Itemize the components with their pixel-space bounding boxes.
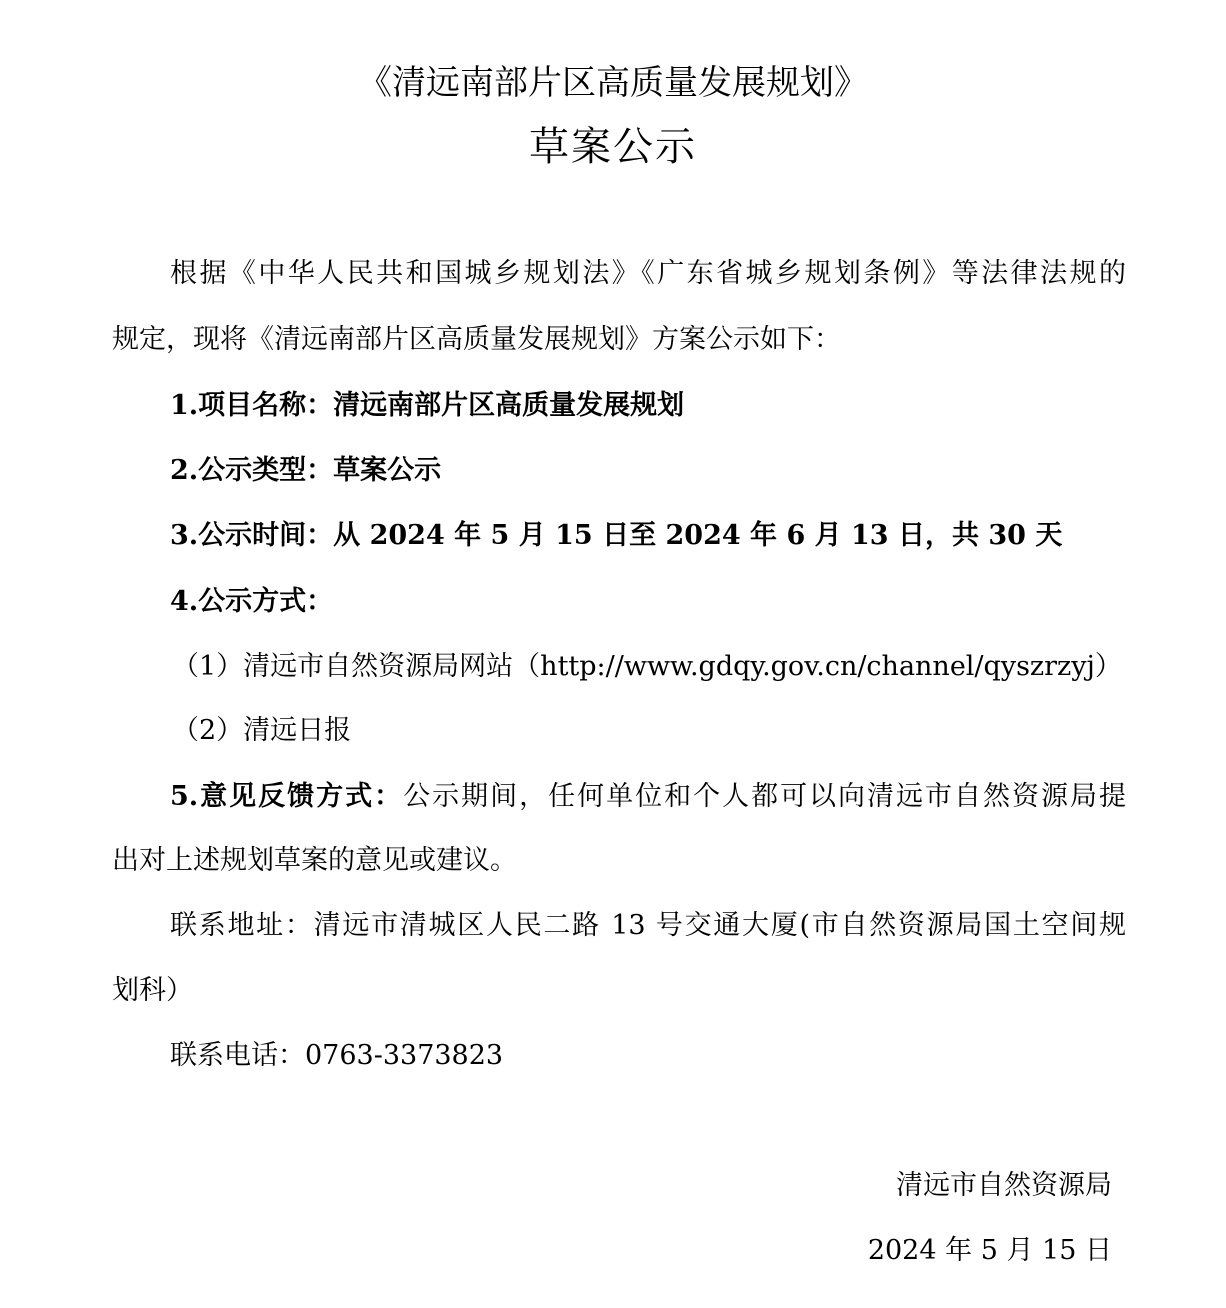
page-title: 《清远南部片区高质量发展规划》 xyxy=(358,63,868,103)
item-project-name: 1.项目名称：清远南部片区高质量发展规划 xyxy=(170,390,685,421)
item-type: 2.公示类型：草案公示 xyxy=(170,455,442,486)
signature-org: 清远市自然资源局 xyxy=(896,1170,1112,1201)
item-feedback-line-1 xyxy=(170,779,1126,815)
intro-line-2: 规定，现将《清远南部片区高质量发展规划》方案公示如下： xyxy=(112,324,841,355)
contact-phone: 联系电话：0763-3373823 xyxy=(170,1040,504,1071)
item-method-1: （1）清远市自然资源局网站（http://www.gdqy.gov.cn/channel/qyszrzyj） xyxy=(172,651,1122,682)
item-feedback-label: 5.意见反馈方式： xyxy=(170,781,404,812)
item-feedback-line-2: 出对上述规划草案的意见或建议。 xyxy=(112,845,517,876)
item-method-label: 4.公示方式： xyxy=(170,586,334,617)
page-subtitle: 草案公示 xyxy=(529,124,697,170)
contact-address-line-1: 联系地址：清远市清城区人民二路 13 号交通大厦(市自然资源局国土空间规 xyxy=(170,910,1126,941)
item-feedback-text: 公示期间，任何单位和个人都可以向清远市自然资源局提 xyxy=(403,781,1126,812)
intro-line-1: 根据《中华人民共和国城乡规划法》《广东省城乡规划条例》等法律法规的 xyxy=(170,258,1126,289)
contact-address-line-2: 划科） xyxy=(112,975,193,1006)
signature-date: 2024 年 5 月 15 日 xyxy=(867,1235,1112,1266)
item-method-2: （2）清远日报 xyxy=(172,715,352,746)
item-time: 3.公示时间：从 2024 年 5 月 15 日至 2024 年 6 月 13 日，共 30 天 xyxy=(170,520,1063,551)
